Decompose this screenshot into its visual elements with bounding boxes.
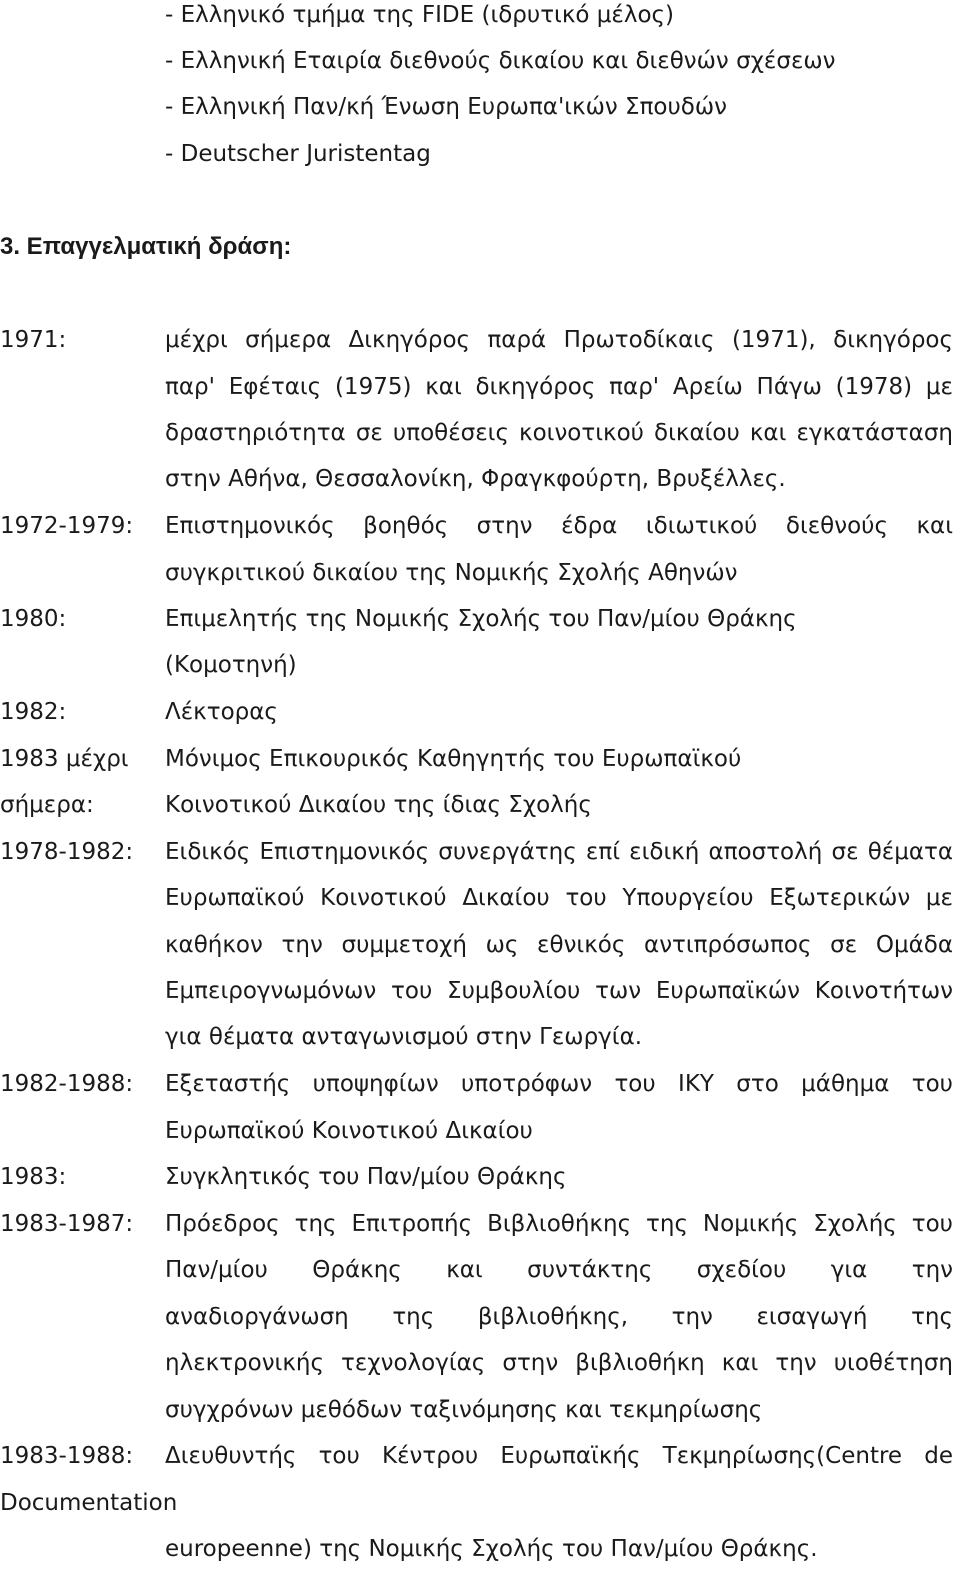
entry-text: Ευρωπαϊκού Κοινοτικού Δικαίου bbox=[165, 1118, 533, 1144]
entry-text: ηλεκτρονικής τεχνολογίας στην βιβλιοθήκη και την υιοθέτηση bbox=[165, 1350, 953, 1376]
entry-text: για θέματα ανταγωνισμού στην Γεωργία. bbox=[165, 1024, 643, 1050]
entry-text: Ειδικός Επιστημονικός συνεργάτης επί ειδική αποστολή σε θέματα bbox=[165, 839, 953, 865]
entry-text: Κοινοτικού Δικαίου της ίδιας Σχολής bbox=[165, 792, 592, 818]
entry-text: Εξεταστής υποψηφίων υποτρόφων του ΙΚΥ στο μάθημα του bbox=[165, 1071, 953, 1097]
entry-text: Παν/μίου Θράκης και συντάκτης σχεδίου για την bbox=[165, 1257, 953, 1283]
entry-text: Ευρωπαϊκού Κοινοτικού Δικαίου του Υπουργείου Εξωτερικών με bbox=[165, 885, 953, 911]
membership-item: - Deutscher Juristentag bbox=[165, 141, 431, 167]
entry-text: europeenne) της Νομικής Σχολής του Παν/μίου Θράκης. bbox=[165, 1536, 818, 1562]
membership-item: - Ελληνικό τμήμα της FIDE (ιδρυτικό μέλος) bbox=[165, 2, 674, 28]
entry-text: δραστηριότητα σε υποθέσεις κοινοτικού δικαίου και εγκατάσταση bbox=[165, 420, 953, 446]
entry-text: καθήκον την συμμετοχή ως εθνικός αντιπρόσωπος σε Ομάδα bbox=[165, 932, 953, 958]
entry-text: συγχρόνων μεθόδων ταξινόμησης και τεκμηρίωσης bbox=[165, 1397, 763, 1423]
entry-year: 1971: bbox=[0, 327, 67, 353]
entry-text: αναδιοργάνωση της βιβλιοθήκης, την εισαγωγή της bbox=[165, 1304, 953, 1330]
entry-text: στην Αθήνα, Θεσσαλονίκη, Φραγκφούρτη, Βρυξέλλες. bbox=[165, 466, 786, 492]
entry-text: συγκριτικού δικαίου της Νομικής Σχολής Αθηνών bbox=[165, 560, 738, 586]
entry-text: Συγκλητικός του Παν/μίου Θράκης bbox=[165, 1164, 567, 1190]
entry-text: παρ' Εφέταις (1975) και δικηγόρος παρ' Αρείω Πάγω (1978) με bbox=[165, 374, 953, 400]
entry-text: (Κομοτηνή) bbox=[165, 652, 297, 678]
entry-year: 1983-1987: bbox=[0, 1211, 134, 1237]
entry-year: 1983 μέχρι bbox=[0, 746, 129, 772]
entry-text: Πρόεδρος της Επιτροπής Βιβλιοθήκης της Νομικής Σχολής του bbox=[165, 1211, 953, 1237]
section-heading: 3. Επαγγελματική δράση: bbox=[0, 233, 292, 260]
entry-year: 1972-1979: bbox=[0, 513, 134, 539]
entry-text: μέχρι σήμερα Δικηγόρος παρά Πρωτοδίκαις (1971), δικηγόρος bbox=[165, 327, 953, 353]
membership-item: - Ελληνική Παν/κή Ένωση Ευρωπα'ικών Σπουδών bbox=[165, 94, 727, 120]
entry-year: 1983-1988: bbox=[0, 1443, 134, 1469]
entry-text: Λέκτορας bbox=[165, 699, 278, 725]
entry-year: 1980: bbox=[0, 606, 67, 632]
entry-text: Επιστημονικός βοηθός στην έδρα ιδιωτικού διεθνούς και bbox=[165, 513, 953, 539]
entry-text: Εμπειρογνωμόνων του Συμβουλίου των Ευρωπαϊκών Κοινοτήτων bbox=[165, 978, 953, 1004]
entry-year: 1982: bbox=[0, 699, 67, 725]
entry-text: Διευθυντής του Κέντρου Ευρωπαϊκής Τεκμηρίωσης(Centre de bbox=[165, 1443, 953, 1469]
entry-year-continued: σήμερα: bbox=[0, 792, 94, 818]
entry-text: Μόνιμος Επικουρικός Καθηγητής του Ευρωπαϊκού bbox=[165, 746, 742, 772]
entry-text: Documentation bbox=[0, 1490, 178, 1516]
entry-year: 1982-1988: bbox=[0, 1071, 134, 1097]
entry-text: Επιμελητής της Νομικής Σχολής του Παν/μίου Θράκης bbox=[165, 606, 797, 632]
entry-year: 1978-1982: bbox=[0, 839, 134, 865]
entry-year: 1983: bbox=[0, 1164, 67, 1190]
membership-item: - Ελληνική Εταιρία διεθνούς δικαίου και διεθνών σχέσεων bbox=[165, 48, 836, 74]
